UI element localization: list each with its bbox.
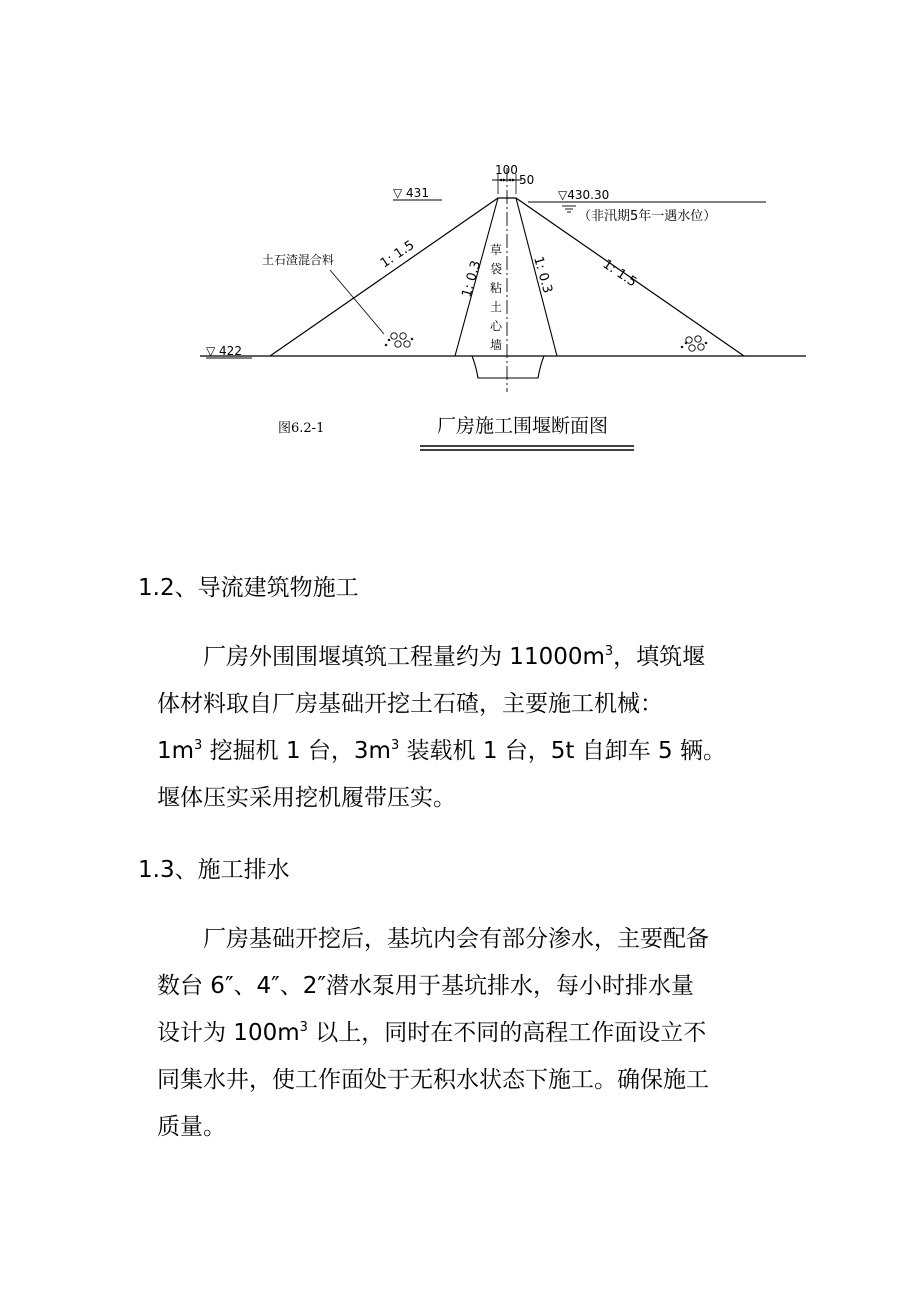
paragraph-line: 体材料取自厂房基础开挖土石碴，主要施工机械：	[157, 691, 663, 717]
paragraph-line: 质量。	[157, 1114, 226, 1140]
slope-right-outer-label: 1: 1.5	[599, 256, 640, 291]
paragraph-line: 同集水井，使工作面处于无积水状态下施工。确保施工	[157, 1067, 709, 1093]
paragraph-line: $1m^3$ 挖掘机 1 台，$3m^3$ 装载机 1 台，5t 自卸车 5 辆。	[157, 738, 727, 764]
section-paragraph-1-3	[157, 916, 797, 1151]
svg-text:草: 草	[489, 243, 503, 257]
water-note-label: （非汛期5年一遇水位）	[578, 209, 717, 224]
paragraph-line: 设计为 $100m^3$ 以上，同时在不同的高程工作面设立不	[157, 1020, 707, 1046]
svg-text:心: 心	[489, 319, 503, 333]
base-elevation-label: ▽ 422	[206, 344, 242, 358]
paragraph-line: 堰体压实采用挖机履带压实。	[157, 785, 456, 811]
figure-number: 图6.2-1	[278, 421, 325, 436]
crest-elevation-label: ▽ 431	[393, 186, 429, 200]
paragraph-line: 数台 6″、4″、2″潜水泵用于基坑排水，每小时排水量	[157, 973, 694, 999]
svg-text:粘: 粘	[489, 281, 503, 295]
water-elevation-label: ▽430.30	[558, 188, 610, 202]
gravel-symbol-left	[385, 333, 413, 347]
figure-title: 厂房施工围堰断面图	[437, 415, 609, 437]
svg-text:墙: 墙	[489, 338, 503, 352]
svg-text:土: 土	[489, 300, 503, 314]
slope-left-outer-label: 1: 1.5	[377, 237, 418, 272]
core-trench	[472, 356, 544, 378]
slope-left-inner-label: 1: 0.3	[459, 258, 485, 300]
slope-right-inner-label: 1: 0.3	[530, 254, 555, 296]
section-heading-1-2: 1.2、导流建筑物施工	[138, 575, 359, 601]
fill-material-label: 土石渣混合料	[262, 253, 335, 267]
gravel-symbol-right	[681, 336, 707, 351]
core-wall-label	[490, 242, 503, 352]
paragraph-line: 厂房基础开挖后，基坑内会有部分渗水，主要配备	[203, 926, 709, 952]
half-width-label: 50	[519, 173, 535, 187]
section-paragraph-1-2	[157, 634, 797, 822]
water-level-symbol	[562, 206, 576, 212]
paragraph-line: 厂房外围围堰填筑工程量约为 $11000m^3$，填筑堰	[203, 644, 706, 670]
cofferdam-section-figure	[0, 0, 920, 480]
fill-material-leader	[330, 270, 384, 334]
crest-width-label: 100	[495, 163, 518, 177]
section-heading-1-3: 1.3、施工排水	[138, 857, 290, 883]
svg-text:袋: 袋	[489, 262, 503, 276]
